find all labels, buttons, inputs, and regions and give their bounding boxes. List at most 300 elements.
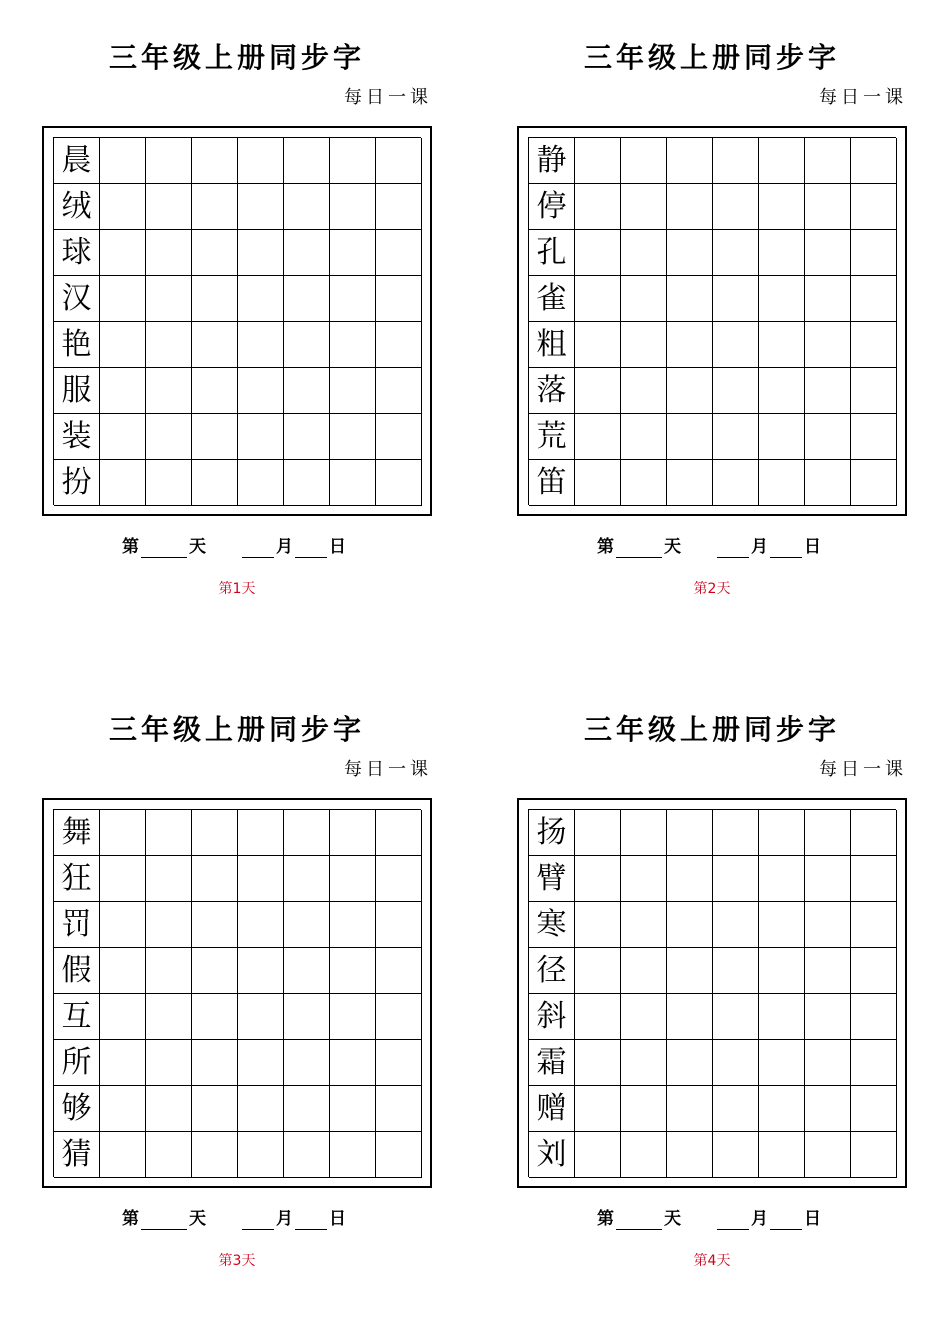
practice-cell[interactable] [575, 230, 621, 276]
practice-cell[interactable] [713, 138, 759, 184]
practice-cell[interactable] [330, 414, 376, 460]
practice-cell[interactable] [238, 994, 284, 1040]
day-prefix: 第 [122, 537, 139, 557]
practice-cell[interactable] [146, 810, 192, 856]
practice-cell[interactable] [575, 994, 621, 1040]
practice-cell[interactable] [192, 184, 238, 230]
practice-cell[interactable] [100, 948, 146, 994]
practice-cell[interactable] [667, 322, 713, 368]
model-character: 够 [54, 1086, 100, 1132]
practice-cell[interactable] [376, 322, 422, 368]
practice-cell[interactable] [238, 1086, 284, 1132]
practice-cell[interactable] [805, 184, 851, 230]
practice-cell[interactable] [575, 276, 621, 322]
model-character: 孔 [529, 230, 575, 276]
day-number-label: 第3天 [218, 1253, 256, 1269]
practice-cell[interactable] [621, 810, 667, 856]
practice-cell[interactable] [575, 322, 621, 368]
practice-cell[interactable] [851, 994, 897, 1040]
practice-cell[interactable] [805, 460, 851, 506]
date-blank[interactable] [770, 1211, 802, 1230]
practice-cell[interactable] [238, 138, 284, 184]
practice-cell[interactable] [713, 1086, 759, 1132]
practice-cell[interactable] [713, 1040, 759, 1086]
practice-cell[interactable] [330, 368, 376, 414]
practice-cell[interactable] [805, 1040, 851, 1086]
practice-cell[interactable] [376, 276, 422, 322]
practice-cell[interactable] [146, 902, 192, 948]
writing-grid-frame [42, 126, 432, 516]
practice-cell[interactable] [621, 1086, 667, 1132]
practice-cell[interactable] [575, 902, 621, 948]
practice-cell[interactable] [805, 948, 851, 994]
practice-cell[interactable] [759, 810, 805, 856]
practice-cell[interactable] [805, 1132, 851, 1178]
practice-cell[interactable] [192, 230, 238, 276]
day-blank[interactable] [616, 539, 662, 558]
practice-cell[interactable] [330, 460, 376, 506]
practice-cell[interactable] [667, 460, 713, 506]
practice-cell[interactable] [100, 460, 146, 506]
practice-cell[interactable] [713, 994, 759, 1040]
practice-cell[interactable] [146, 322, 192, 368]
practice-cell[interactable] [759, 368, 805, 414]
date-label: 日 [804, 1209, 821, 1229]
model-character: 汉 [54, 276, 100, 322]
practice-cell[interactable] [851, 368, 897, 414]
month-blank[interactable] [717, 539, 749, 558]
practice-cell[interactable] [805, 138, 851, 184]
practice-cell[interactable] [376, 184, 422, 230]
practice-cell[interactable] [759, 322, 805, 368]
day-prefix: 第 [597, 537, 614, 557]
practice-cell[interactable] [238, 810, 284, 856]
model-character: 所 [54, 1040, 100, 1086]
practice-cell[interactable] [713, 810, 759, 856]
worksheet-day-2 [517, 38, 907, 598]
practice-cell[interactable] [667, 1086, 713, 1132]
practice-cell[interactable] [100, 368, 146, 414]
model-character: 笛 [529, 460, 575, 506]
practice-cell[interactable] [192, 1132, 238, 1178]
practice-cell[interactable] [759, 184, 805, 230]
practice-cell[interactable] [284, 460, 330, 506]
sheet-title: 三年级上册同步字 [583, 41, 840, 74]
practice-cell[interactable] [667, 184, 713, 230]
date-blank[interactable] [295, 539, 327, 558]
model-character: 粗 [529, 322, 575, 368]
practice-cell[interactable] [621, 230, 667, 276]
practice-cell[interactable] [851, 902, 897, 948]
month-label: 月 [276, 537, 293, 557]
practice-cell[interactable] [284, 994, 330, 1040]
practice-cell[interactable] [667, 1040, 713, 1086]
practice-cell[interactable] [330, 1132, 376, 1178]
practice-cell[interactable] [575, 948, 621, 994]
practice-cell[interactable] [759, 1132, 805, 1178]
practice-cell[interactable] [284, 810, 330, 856]
practice-cell[interactable] [376, 1132, 422, 1178]
practice-cell[interactable] [146, 184, 192, 230]
practice-cell[interactable] [330, 994, 376, 1040]
practice-cell[interactable] [759, 276, 805, 322]
practice-cell[interactable] [713, 414, 759, 460]
model-character: 扬 [529, 810, 575, 856]
practice-cell[interactable] [100, 810, 146, 856]
practice-cell[interactable] [146, 460, 192, 506]
day-suffix: 天 [664, 1209, 681, 1229]
practice-cell[interactable] [851, 460, 897, 506]
practice-cell[interactable] [376, 414, 422, 460]
practice-cell[interactable] [667, 138, 713, 184]
practice-cell[interactable] [192, 856, 238, 902]
model-character: 臂 [529, 856, 575, 902]
practice-cell[interactable] [284, 948, 330, 994]
day-number-label: 第4天 [693, 1253, 731, 1269]
practice-cell[interactable] [284, 1132, 330, 1178]
practice-cell[interactable] [100, 1040, 146, 1086]
practice-cell[interactable] [759, 138, 805, 184]
sheet-subtitle: 每日一课 [344, 87, 432, 108]
practice-cell[interactable] [851, 230, 897, 276]
practice-cell[interactable] [330, 230, 376, 276]
practice-cell[interactable] [713, 856, 759, 902]
practice-cell[interactable] [376, 460, 422, 506]
practice-cell[interactable] [192, 322, 238, 368]
model-character: 霜 [529, 1040, 575, 1086]
practice-cell[interactable] [146, 414, 192, 460]
month-label: 月 [751, 537, 768, 557]
practice-cell[interactable] [805, 368, 851, 414]
practice-cell[interactable] [100, 414, 146, 460]
practice-cell[interactable] [575, 414, 621, 460]
practice-cell[interactable] [621, 1040, 667, 1086]
model-character: 猜 [54, 1132, 100, 1178]
practice-cell[interactable] [146, 1040, 192, 1086]
model-character: 服 [54, 368, 100, 414]
practice-cell[interactable] [192, 810, 238, 856]
date-label: 日 [329, 1209, 346, 1229]
worksheet-day-1 [42, 38, 432, 598]
month-blank[interactable] [242, 539, 274, 558]
model-character: 静 [529, 138, 575, 184]
practice-cell[interactable] [376, 994, 422, 1040]
practice-cell[interactable] [330, 184, 376, 230]
day-suffix: 天 [189, 1209, 206, 1229]
month-blank[interactable] [242, 1211, 274, 1230]
date-line [122, 1208, 346, 1230]
practice-cell[interactable] [851, 810, 897, 856]
practice-cell[interactable] [621, 460, 667, 506]
practice-cell[interactable] [100, 322, 146, 368]
practice-cell[interactable] [575, 1086, 621, 1132]
day-number-label: 第2天 [693, 581, 731, 597]
sheet-title: 三年级上册同步字 [108, 41, 365, 74]
writing-grid-frame [42, 798, 432, 1188]
practice-cell[interactable] [667, 810, 713, 856]
practice-cell[interactable] [146, 1086, 192, 1132]
practice-cell[interactable] [667, 368, 713, 414]
practice-cell[interactable] [100, 1086, 146, 1132]
practice-cell[interactable] [146, 856, 192, 902]
practice-cell[interactable] [330, 856, 376, 902]
sheet-subtitle: 每日一课 [819, 759, 907, 780]
practice-cell[interactable] [100, 902, 146, 948]
practice-cell[interactable] [575, 856, 621, 902]
practice-cell[interactable] [805, 230, 851, 276]
date-line [122, 536, 346, 558]
practice-cell[interactable] [759, 856, 805, 902]
practice-cell[interactable] [192, 138, 238, 184]
practice-cell[interactable] [238, 414, 284, 460]
day-blank[interactable] [141, 1211, 187, 1230]
practice-cell[interactable] [192, 460, 238, 506]
practice-cell[interactable] [376, 1040, 422, 1086]
writing-grid-frame [517, 126, 907, 516]
practice-cell[interactable] [667, 230, 713, 276]
practice-cell[interactable] [330, 1086, 376, 1132]
model-character: 罚 [54, 902, 100, 948]
date-label: 日 [329, 537, 346, 557]
practice-cell[interactable] [713, 902, 759, 948]
practice-cell[interactable] [713, 322, 759, 368]
practice-cell[interactable] [284, 138, 330, 184]
model-character: 艳 [54, 322, 100, 368]
practice-cell[interactable] [100, 994, 146, 1040]
practice-cell[interactable] [759, 1086, 805, 1132]
writing-grid-frame [517, 798, 907, 1188]
practice-cell[interactable] [805, 1086, 851, 1132]
day-number-label: 第1天 [218, 581, 256, 597]
practice-cell[interactable] [759, 948, 805, 994]
practice-cell[interactable] [376, 230, 422, 276]
practice-cell[interactable] [330, 1040, 376, 1086]
practice-cell[interactable] [759, 1040, 805, 1086]
practice-cell[interactable] [667, 276, 713, 322]
practice-cell[interactable] [575, 138, 621, 184]
practice-cell[interactable] [192, 948, 238, 994]
sheet-subtitle: 每日一课 [344, 759, 432, 780]
day-suffix: 天 [664, 537, 681, 557]
practice-cell[interactable] [238, 184, 284, 230]
practice-cell[interactable] [759, 414, 805, 460]
date-blank[interactable] [295, 1211, 327, 1230]
practice-cell[interactable] [575, 810, 621, 856]
practice-cell[interactable] [330, 322, 376, 368]
practice-cell[interactable] [851, 322, 897, 368]
practice-cell[interactable] [713, 276, 759, 322]
practice-cell[interactable] [376, 810, 422, 856]
practice-cell[interactable] [238, 322, 284, 368]
practice-cell[interactable] [851, 414, 897, 460]
practice-cell[interactable] [330, 138, 376, 184]
practice-cell[interactable] [805, 994, 851, 1040]
model-character: 装 [54, 414, 100, 460]
practice-cell[interactable] [284, 230, 330, 276]
writing-grid [528, 137, 896, 505]
practice-cell[interactable] [851, 138, 897, 184]
practice-cell[interactable] [713, 1132, 759, 1178]
model-character: 落 [529, 368, 575, 414]
practice-cell[interactable] [100, 138, 146, 184]
practice-cell[interactable] [284, 902, 330, 948]
practice-cell[interactable] [330, 948, 376, 994]
practice-cell[interactable] [621, 1132, 667, 1178]
worksheet-day-3 [42, 710, 432, 1270]
practice-cell[interactable] [284, 368, 330, 414]
practice-cell[interactable] [100, 230, 146, 276]
practice-cell[interactable] [851, 948, 897, 994]
practice-cell[interactable] [100, 856, 146, 902]
practice-cell[interactable] [100, 184, 146, 230]
practice-cell[interactable] [238, 1040, 284, 1086]
practice-cell[interactable] [238, 948, 284, 994]
practice-cell[interactable] [376, 948, 422, 994]
practice-cell[interactable] [851, 184, 897, 230]
practice-cell[interactable] [238, 856, 284, 902]
day-blank[interactable] [141, 539, 187, 558]
practice-cell[interactable] [146, 1132, 192, 1178]
writing-grid [53, 137, 421, 505]
practice-cell[interactable] [284, 1040, 330, 1086]
practice-cell[interactable] [621, 414, 667, 460]
practice-cell[interactable] [146, 994, 192, 1040]
practice-cell[interactable] [284, 1086, 330, 1132]
practice-cell[interactable] [713, 460, 759, 506]
practice-cell[interactable] [851, 1086, 897, 1132]
practice-cell[interactable] [667, 994, 713, 1040]
practice-cell[interactable] [192, 368, 238, 414]
practice-cell[interactable] [575, 1040, 621, 1086]
practice-cell[interactable] [376, 368, 422, 414]
date-label: 日 [804, 537, 821, 557]
practice-cell[interactable] [621, 138, 667, 184]
model-character: 雀 [529, 276, 575, 322]
month-label: 月 [276, 1209, 293, 1229]
practice-cell[interactable] [621, 276, 667, 322]
practice-cell[interactable] [330, 902, 376, 948]
practice-cell[interactable] [284, 414, 330, 460]
day-prefix: 第 [122, 1209, 139, 1229]
practice-cell[interactable] [575, 368, 621, 414]
model-character: 绒 [54, 184, 100, 230]
practice-cell[interactable] [759, 230, 805, 276]
practice-cell[interactable] [851, 1040, 897, 1086]
model-character: 径 [529, 948, 575, 994]
practice-cell[interactable] [805, 856, 851, 902]
practice-cell[interactable] [621, 184, 667, 230]
model-character: 赠 [529, 1086, 575, 1132]
model-character: 刘 [529, 1132, 575, 1178]
practice-cell[interactable] [621, 902, 667, 948]
practice-cell[interactable] [330, 810, 376, 856]
practice-cell[interactable] [713, 184, 759, 230]
practice-cell[interactable] [759, 460, 805, 506]
model-character: 荒 [529, 414, 575, 460]
practice-cell[interactable] [100, 1132, 146, 1178]
practice-cell[interactable] [192, 1086, 238, 1132]
practice-cell[interactable] [146, 138, 192, 184]
practice-cell[interactable] [621, 948, 667, 994]
practice-cell[interactable] [238, 1132, 284, 1178]
practice-cell[interactable] [192, 414, 238, 460]
writing-grid [528, 809, 896, 1177]
model-character: 晨 [54, 138, 100, 184]
practice-cell[interactable] [376, 902, 422, 948]
practice-cell[interactable] [851, 856, 897, 902]
practice-cell[interactable] [851, 1132, 897, 1178]
practice-cell[interactable] [238, 230, 284, 276]
practice-cell[interactable] [667, 1132, 713, 1178]
practice-cell[interactable] [146, 276, 192, 322]
practice-cell[interactable] [100, 276, 146, 322]
practice-cell[interactable] [805, 276, 851, 322]
practice-cell[interactable] [621, 994, 667, 1040]
practice-cell[interactable] [575, 184, 621, 230]
practice-cell[interactable] [575, 1132, 621, 1178]
practice-cell[interactable] [713, 230, 759, 276]
practice-cell[interactable] [146, 230, 192, 276]
practice-cell[interactable] [238, 276, 284, 322]
practice-cell[interactable] [805, 414, 851, 460]
practice-cell[interactable] [238, 902, 284, 948]
practice-cell[interactable] [805, 322, 851, 368]
practice-cell[interactable] [805, 810, 851, 856]
practice-cell[interactable] [146, 948, 192, 994]
practice-cell[interactable] [667, 414, 713, 460]
practice-cell[interactable] [621, 856, 667, 902]
model-character: 扮 [54, 460, 100, 506]
practice-cell[interactable] [192, 276, 238, 322]
practice-cell[interactable] [759, 994, 805, 1040]
practice-cell[interactable] [238, 460, 284, 506]
practice-cell[interactable] [284, 322, 330, 368]
practice-cell[interactable] [192, 902, 238, 948]
practice-cell[interactable] [667, 856, 713, 902]
practice-cell[interactable] [713, 948, 759, 994]
practice-cell[interactable] [759, 902, 805, 948]
practice-cell[interactable] [376, 1086, 422, 1132]
practice-cell[interactable] [667, 902, 713, 948]
practice-cell[interactable] [667, 948, 713, 994]
date-line [597, 1208, 821, 1230]
practice-cell[interactable] [713, 368, 759, 414]
practice-cell[interactable] [146, 368, 192, 414]
month-blank[interactable] [717, 1211, 749, 1230]
practice-cell[interactable] [805, 902, 851, 948]
practice-cell[interactable] [192, 994, 238, 1040]
practice-cell[interactable] [851, 276, 897, 322]
practice-cell[interactable] [238, 368, 284, 414]
practice-cell[interactable] [376, 138, 422, 184]
date-line [597, 536, 821, 558]
practice-cell[interactable] [575, 460, 621, 506]
worksheet-day-4 [517, 710, 907, 1270]
model-character: 假 [54, 948, 100, 994]
practice-cell[interactable] [376, 856, 422, 902]
model-character: 互 [54, 994, 100, 1040]
practice-cell[interactable] [330, 276, 376, 322]
practice-cell[interactable] [284, 276, 330, 322]
day-blank[interactable] [616, 1211, 662, 1230]
date-blank[interactable] [770, 539, 802, 558]
practice-cell[interactable] [284, 184, 330, 230]
model-character: 狂 [54, 856, 100, 902]
practice-cell[interactable] [284, 856, 330, 902]
practice-cell[interactable] [621, 322, 667, 368]
practice-cell[interactable] [192, 1040, 238, 1086]
practice-cell[interactable] [621, 368, 667, 414]
